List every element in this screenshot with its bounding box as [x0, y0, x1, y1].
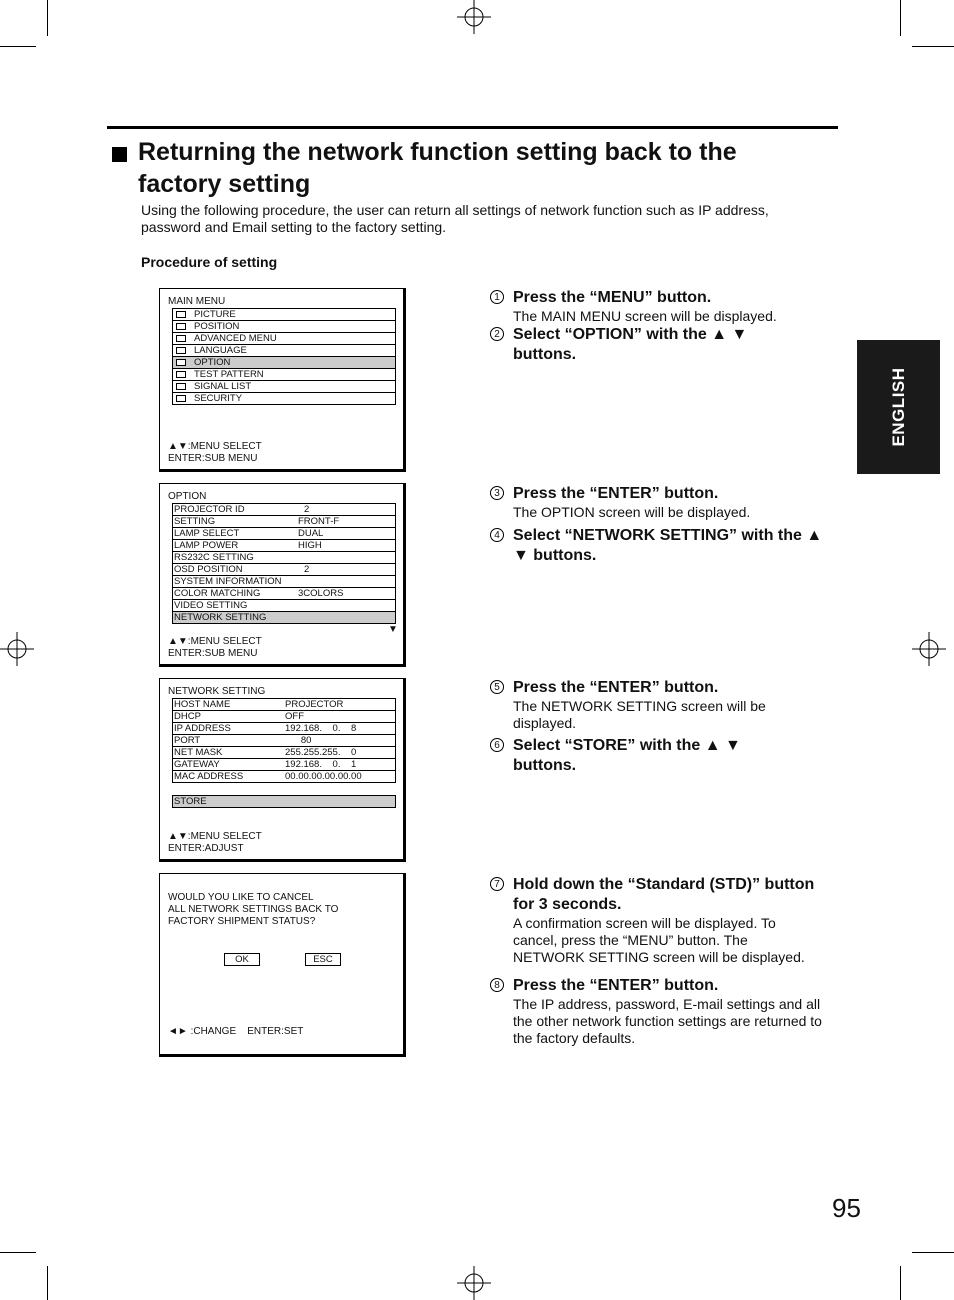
step-number: 8	[490, 978, 504, 992]
option-row-network-setting[interactable]: NETWORK SETTING	[173, 612, 395, 623]
option-list	[172, 503, 396, 624]
crop-mark	[912, 46, 954, 47]
option-icon	[176, 359, 186, 366]
main-menu-list	[172, 308, 396, 405]
option-row[interactable]: PROJECTOR ID 2	[173, 504, 395, 516]
step-heading: Hold down the “Standard (STD)” button for 3 seconds.	[513, 876, 815, 913]
step-heading: Select “STORE” with the ▲ ▼ buttons.	[513, 737, 741, 774]
confirm-line-1: WOULD YOU LIKE TO CANCEL	[168, 892, 314, 903]
step-7	[490, 875, 840, 966]
step-3	[490, 484, 840, 521]
registration-mark-icon	[0, 632, 34, 666]
step-2	[490, 325, 780, 365]
advanced-menu-icon	[176, 335, 186, 342]
step-description: The MAIN MENU screen will be displayed.	[513, 308, 777, 324]
option-row[interactable]: SYSTEM INFORMATION	[173, 576, 395, 588]
square-bullet-icon	[112, 147, 127, 162]
option-row[interactable]: LAMP POWER HIGH	[173, 540, 395, 552]
menu-item-language[interactable]: LANGUAGE	[173, 345, 395, 357]
network-row[interactable]: IP ADDRESS 192.168. 0. 8	[173, 723, 395, 735]
confirmation-screen	[159, 873, 406, 1057]
option-row[interactable]: LAMP SELECT DUAL	[173, 528, 395, 540]
title-rule	[107, 126, 838, 129]
registration-mark-icon	[457, 0, 491, 34]
store-row[interactable]	[172, 795, 396, 808]
picture-icon	[176, 311, 186, 318]
step-number: 4	[490, 528, 504, 542]
step-6	[490, 736, 780, 776]
step-description: The NETWORK SETTING screen will be displayed.	[513, 698, 766, 731]
language-tab-label: ENGLISH	[888, 367, 908, 447]
step-heading: Select “OPTION” with the ▲ ▼ buttons.	[513, 326, 748, 363]
menu-item-signal-list[interactable]: SIGNAL LIST	[173, 381, 395, 393]
ok-button[interactable]: OK	[224, 953, 260, 966]
signal-list-icon	[176, 383, 186, 390]
option-row[interactable]: COLOR MATCHING 3COLORS	[173, 588, 395, 600]
crop-mark	[47, 1266, 48, 1300]
network-row[interactable]: NET MASK 255.255.255. 0	[173, 747, 395, 759]
step-description: The OPTION screen will be displayed.	[513, 504, 751, 520]
option-row[interactable]: VIDEO SETTING	[173, 600, 395, 612]
position-icon	[176, 323, 186, 330]
step-description: A confirmation screen will be displayed. To cancel, press the “MENU” button. The NETWORK SETTING screen will be displayed.	[513, 915, 805, 965]
crop-mark	[0, 1252, 36, 1253]
procedure-heading: Procedure of setting	[141, 254, 278, 270]
title-line-1: Returning the network function setting back to the	[138, 138, 737, 166]
page-number: 95	[832, 1193, 861, 1223]
step-4	[490, 526, 840, 566]
footer-change-set: ◄► :CHANGE ENTER:SET	[168, 1026, 304, 1037]
step-number: 1	[490, 290, 504, 304]
step-number: 5	[490, 680, 504, 694]
page-title	[112, 136, 832, 200]
menu-item-option[interactable]: OPTION	[173, 357, 395, 369]
step-heading: Press the “ENTER” button.	[513, 485, 719, 502]
step-1	[490, 288, 840, 325]
step-number: 6	[490, 738, 504, 752]
menu-item-picture[interactable]: PICTURE	[173, 309, 395, 321]
esc-button[interactable]: ESC	[305, 953, 341, 966]
screen-title: MAIN MENU	[168, 296, 226, 307]
step-5	[490, 678, 790, 732]
footer-menu-select: ▲▼:MENU SELECT	[168, 831, 262, 842]
test-pattern-icon	[176, 371, 186, 378]
network-row[interactable]: PORT 80	[173, 735, 395, 747]
step-description: The IP address, password, E-mail settings and all the other network function settings are returned to the factory defaults.	[513, 996, 822, 1046]
crop-mark	[912, 1252, 954, 1253]
language-icon	[176, 347, 186, 354]
step-heading: Select “NETWORK SETTING” with the ▲ ▼ buttons.	[513, 527, 823, 564]
screen-title: OPTION	[168, 491, 207, 502]
screen-title: NETWORK SETTING	[168, 686, 266, 697]
store-row-inner: STORE	[173, 796, 395, 807]
crop-mark	[0, 46, 36, 47]
intro-text: Using the following procedure, the user can return all settings of network function such as IP address, password and Email setting to the factory setting.	[141, 202, 769, 235]
security-icon	[176, 395, 186, 402]
step-number: 7	[490, 877, 504, 891]
language-tab	[857, 340, 940, 474]
footer-enter: ENTER:SUB MENU	[168, 453, 258, 464]
step-8	[490, 976, 840, 1047]
network-row[interactable]: GATEWAY 192.168. 0. 1	[173, 759, 395, 771]
crop-mark	[900, 0, 901, 36]
step-heading: Press the “MENU” button.	[513, 289, 712, 306]
option-screen	[159, 483, 406, 667]
step-heading: Press the “ENTER” button.	[513, 679, 719, 696]
footer-enter: ENTER:ADJUST	[168, 843, 244, 854]
menu-item-advanced-menu[interactable]: ADVANCED MENU	[173, 333, 395, 345]
network-row[interactable]: MAC ADDRESS 00.00.00.00.00.00	[174, 771, 362, 782]
main-menu-screen	[159, 288, 406, 472]
step-number: 2	[490, 327, 504, 341]
network-list	[172, 698, 396, 783]
registration-mark-icon	[912, 632, 946, 666]
menu-item-test-pattern[interactable]: TEST PATTERN	[173, 369, 395, 381]
scroll-down-icon: ▼	[388, 624, 398, 635]
registration-mark-icon	[457, 1266, 491, 1300]
title-line-2: factory setting	[138, 170, 311, 198]
crop-mark	[47, 0, 48, 36]
network-row[interactable]: DHCP OFF	[173, 711, 395, 723]
option-row[interactable]: SETTING FRONT-F	[173, 516, 395, 528]
confirm-line-3: FACTORY SHIPMENT STATUS?	[168, 916, 316, 927]
confirm-line-2: ALL NETWORK SETTINGS BACK TO	[168, 904, 339, 915]
footer-menu-select: ▲▼:MENU SELECT	[168, 441, 262, 452]
option-row[interactable]: OSD POSITION 2	[173, 564, 395, 576]
step-heading: Press the “ENTER” button.	[513, 977, 719, 994]
crop-mark	[900, 1266, 901, 1300]
step-number: 3	[490, 486, 504, 500]
menu-item-position[interactable]: POSITION	[173, 321, 395, 333]
network-setting-screen	[159, 678, 406, 862]
option-row[interactable]: RS232C SETTING	[173, 552, 395, 564]
menu-item-security[interactable]: SECURITY	[173, 393, 395, 404]
network-row[interactable]: HOST NAME PROJECTOR	[173, 699, 395, 711]
footer-menu-select: ▲▼:MENU SELECT	[168, 636, 262, 647]
footer-enter: ENTER:SUB MENU	[168, 648, 258, 659]
